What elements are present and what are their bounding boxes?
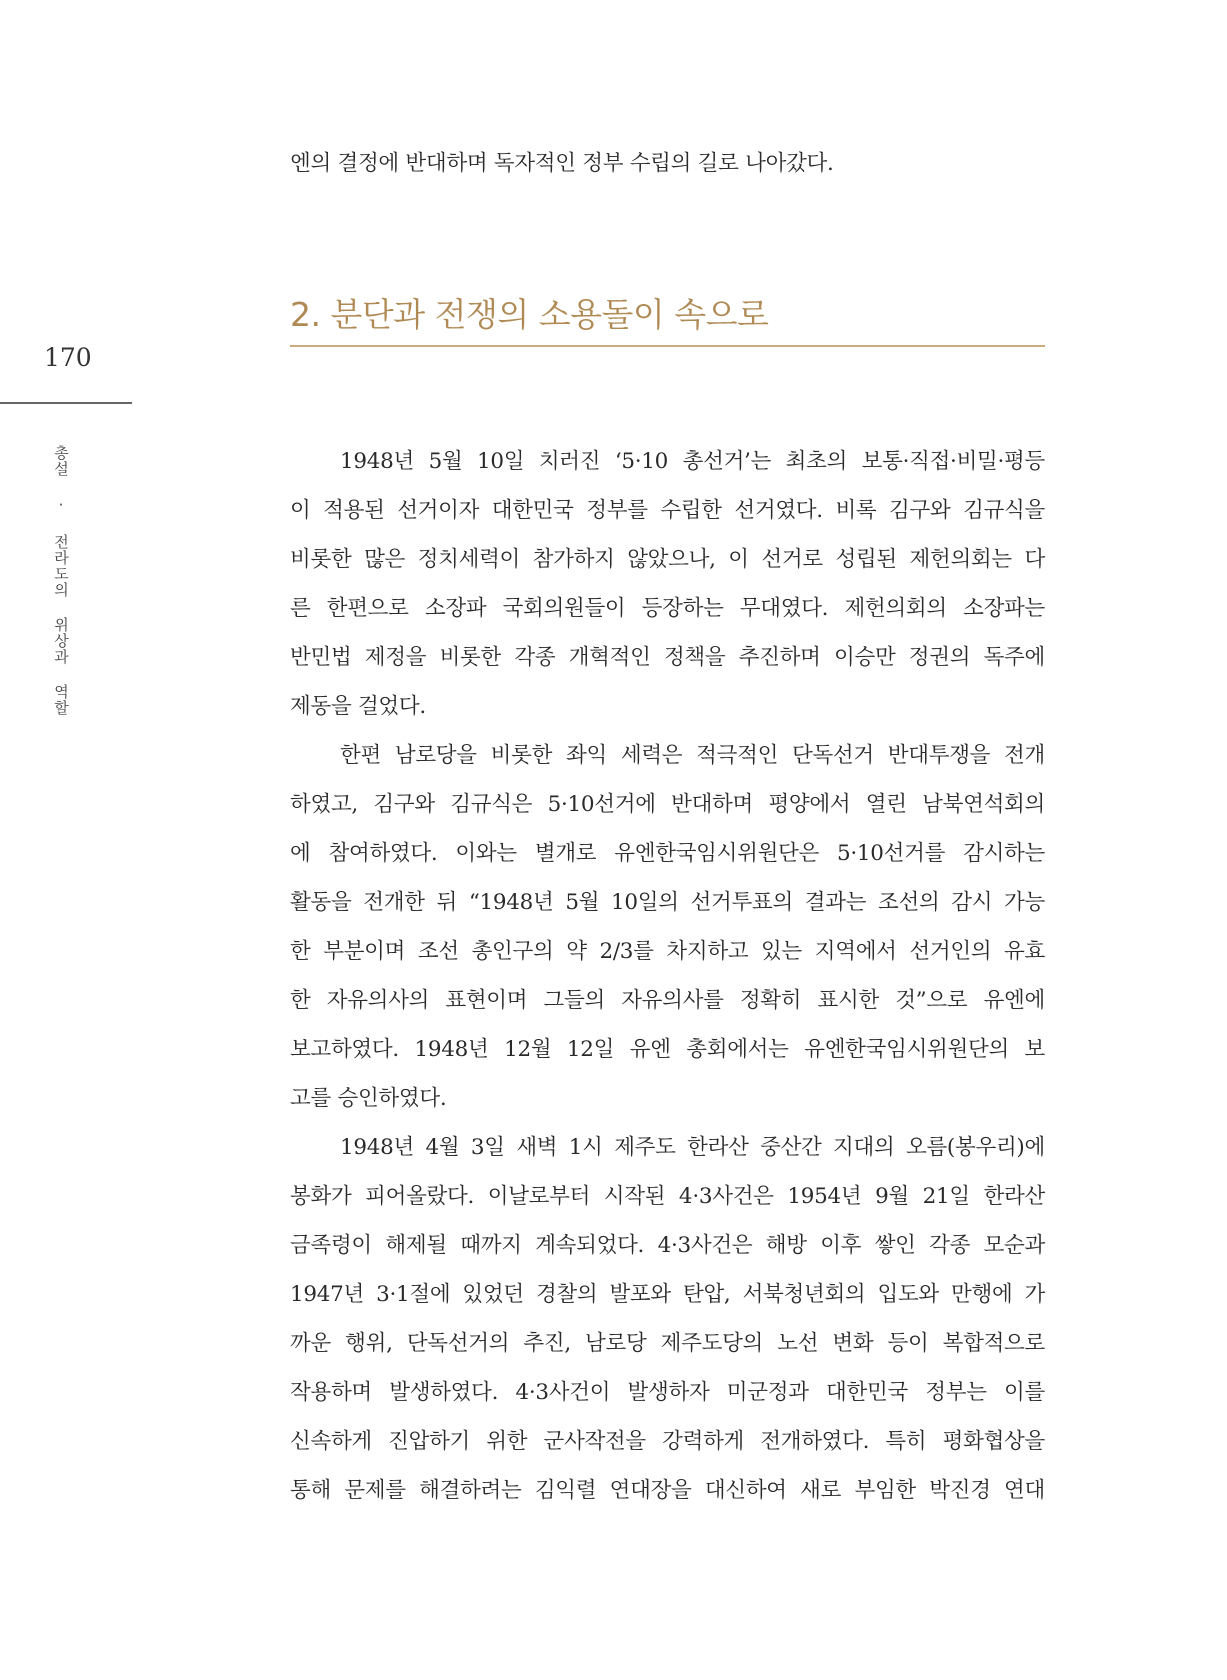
body-text-line: 1948년 5월 10일 치러진 ‘5·10 총선거’는 최초의 보통·직접·비밀·평등	[340, 449, 1045, 474]
heading-divider	[290, 345, 1045, 347]
body-text-line: 1948년 4월 3일 새벽 1시 제주도 한라산 중산간 지대의 오름(봉우리)에	[340, 1135, 1045, 1160]
body-text-line: 보고하였다. 1948년 12월 12일 유엔 총회에서는 유엔한국임시위원단의 보	[290, 1037, 1045, 1062]
running-title: 총설 · 전라도의 위상과 역할	[52, 445, 70, 716]
body-text-line: 활동을 전개한 뒤 “1948년 5월 10일의 선거투표의 결과는 조선의 감시 가능	[290, 890, 1045, 915]
body-text-line: 엔의 결정에 반대하며 독자적인 정부 수립의 길로 나아갔다.	[290, 151, 834, 176]
body-text-line: 제동을 걸었다.	[290, 694, 426, 719]
body-text-line: 신속하게 진압하기 위한 군사작전을 강력하게 전개하였다. 특히 평화협상을	[290, 1429, 1045, 1454]
body-text-line: 한 부분이며 조선 총인구의 약 2/3를 차지하고 있는 지역에서 선거인의 유효	[290, 939, 1045, 964]
body-text-line: 1947년 3·1절에 있었던 경찰의 발포와 탄압, 서북청년회의 입도와 만행에 가	[290, 1282, 1045, 1307]
body-text-line: 비롯한 많은 정치세력이 참가하지 않았으나, 이 선거로 성립된 제헌의회는 다	[290, 547, 1045, 572]
body-text-line: 작용하며 발생하였다. 4·3사건이 발생하자 미군정과 대한민국 정부는 이를	[290, 1380, 1045, 1405]
body-text-line: 금족령이 해제될 때까지 계속되었다. 4·3사건은 해방 이후 쌓인 각종 모순과	[290, 1233, 1045, 1258]
body-text-line: 른 한편으로 소장파 국회의원들이 등장하는 무대였다. 제헌의회의 소장파는	[290, 596, 1045, 621]
body-text-line: 하였고, 김구와 김규식은 5·10선거에 반대하며 평양에서 열린 남북연석회의	[290, 792, 1045, 817]
side-divider	[0, 402, 132, 404]
body-text-line: 고를 승인하였다.	[290, 1086, 447, 1111]
body-text-line: 한 자유의사의 표현이며 그들의 자유의사를 정확히 표시한 것”으로 유엔에	[290, 988, 1045, 1013]
body-text-line: 이 적용된 선거이자 대한민국 정부를 수립한 선거였다. 비록 김구와 김규식을	[290, 498, 1045, 523]
body-text-line: 에 참여하였다. 이와는 별개로 유엔한국임시위원단은 5·10선거를 감시하는	[290, 841, 1045, 866]
body-text-line: 반민법 제정을 비롯한 각종 개혁적인 정책을 추진하며 이승만 정권의 독주에	[290, 645, 1045, 670]
body-text-line: 통해 문제를 해결하려는 김익렬 연대장을 대신하여 새로 부임한 박진경 연대	[290, 1478, 1045, 1503]
section-heading: 2. 분단과 전쟁의 소용돌이 속으로	[290, 295, 769, 334]
body-text-line: 까운 행위, 단독선거의 추진, 남로당 제주도당의 노선 변화 등이 복합적으로	[290, 1331, 1045, 1356]
page-number: 170	[44, 343, 92, 372]
body-text-line: 한편 남로당을 비롯한 좌익 세력은 적극적인 단독선거 반대투쟁을 전개	[340, 743, 1045, 768]
body-text-line: 봉화가 피어올랐다. 이날로부터 시작된 4·3사건은 1954년 9월 21일 한라산	[290, 1184, 1045, 1209]
